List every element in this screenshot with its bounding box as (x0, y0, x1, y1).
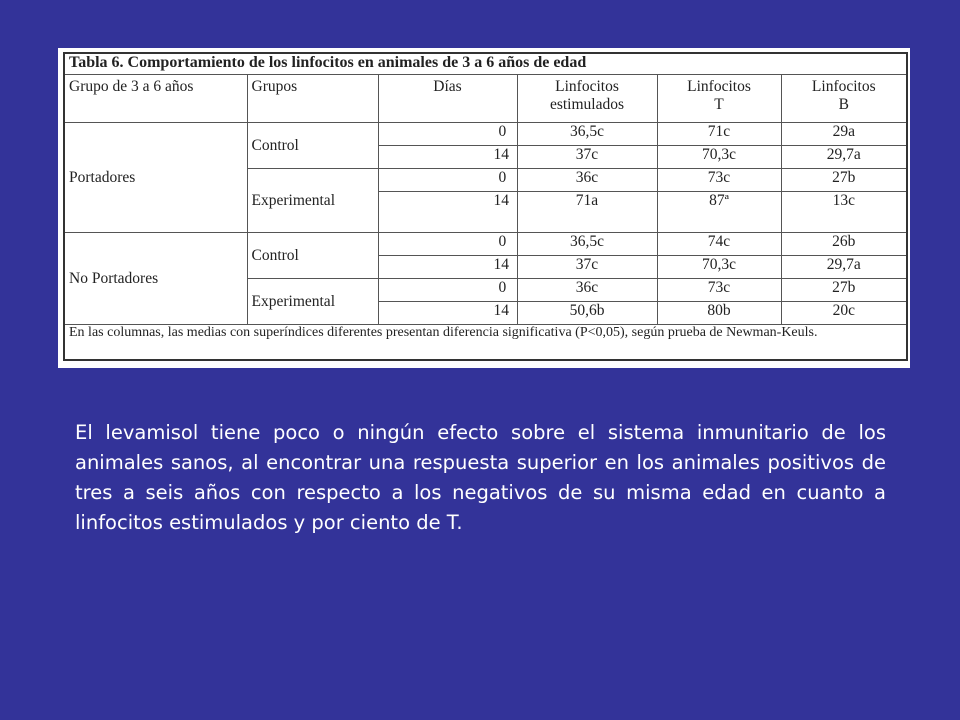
cell-estimulados: 71a (517, 192, 657, 233)
cell-linfocitos-t: 87ª (657, 192, 781, 233)
group-portadores: Portadores (64, 123, 247, 233)
cell-linfocitos-b: 27b (781, 279, 907, 302)
cell-estimulados: 36c (517, 169, 657, 192)
cell-dias: 0 (378, 123, 517, 146)
cell-linfocitos-b: 27b (781, 169, 907, 192)
lymphocyte-table (63, 52, 908, 361)
cell-linfocitos-b: 29,7a (781, 256, 907, 279)
cell-estimulados: 37c (517, 146, 657, 169)
subgroup-control: Control (247, 233, 378, 279)
cell-linfocitos-b: 26b (781, 233, 907, 256)
cell-dias: 14 (378, 146, 517, 169)
cell-dias: 14 (378, 302, 517, 325)
cell-linfocitos-b: 29,7a (781, 146, 907, 169)
cell-dias: 14 (378, 256, 517, 279)
cell-estimulados: 50,6b (517, 302, 657, 325)
cell-estimulados: 36c (517, 279, 657, 302)
cell-dias: 0 (378, 279, 517, 302)
cell-estimulados: 36,5c (517, 233, 657, 256)
cell-linfocitos-t: 70,3c (657, 256, 781, 279)
header-grupos: Grupos (247, 75, 378, 123)
table-footnote: En las columnas, las medias con superíndices diferentes presentan diferencia significativa (P<0,05), según prueba de Newman-Keuls. (64, 325, 907, 361)
header-dias: Días (378, 75, 517, 123)
cell-linfocitos-b: 20c (781, 302, 907, 325)
subgroup-experimental: Experimental (247, 169, 378, 233)
cell-linfocitos-t: 73c (657, 279, 781, 302)
cell-estimulados: 36,5c (517, 123, 657, 146)
header-grupo-edad: Grupo de 3 a 6 años (64, 75, 247, 123)
lymphocyte-table-image (58, 48, 910, 368)
cell-estimulados: 37c (517, 256, 657, 279)
cell-linfocitos-b: 29a (781, 123, 907, 146)
header-linfocitos-t: Linfocitos T (657, 75, 781, 123)
cell-linfocitos-t: 74c (657, 233, 781, 256)
cell-linfocitos-t: 73c (657, 169, 781, 192)
cell-linfocitos-b: 13c (781, 192, 907, 233)
subgroup-experimental: Experimental (247, 279, 378, 325)
subgroup-control: Control (247, 123, 378, 169)
header-linfocitos-estimulados: Linfocitos estimulados (517, 75, 657, 123)
cell-dias: 0 (378, 169, 517, 192)
table-title: Tabla 6. Comportamiento de los linfocitos en animales de 3 a 6 años de edad (64, 53, 907, 75)
cell-linfocitos-t: 71c (657, 123, 781, 146)
group-no-portadores: No Portadores (64, 233, 247, 325)
cell-linfocitos-t: 70,3c (657, 146, 781, 169)
cell-dias: 14 (378, 192, 517, 233)
explanatory-paragraph: El levamisol tiene poco o ningún efecto sobre el sistema inmunitario de los animales sanos, al encontrar una respuesta superior en los animales positivos de tres a seis años con respecto a los negativos de su misma edad en cuanto a linfocitos estimulados y por ciento de T. (75, 421, 886, 534)
header-linfocitos-b: Linfocitos B (781, 75, 907, 123)
cell-linfocitos-t: 80b (657, 302, 781, 325)
cell-dias: 0 (378, 233, 517, 256)
